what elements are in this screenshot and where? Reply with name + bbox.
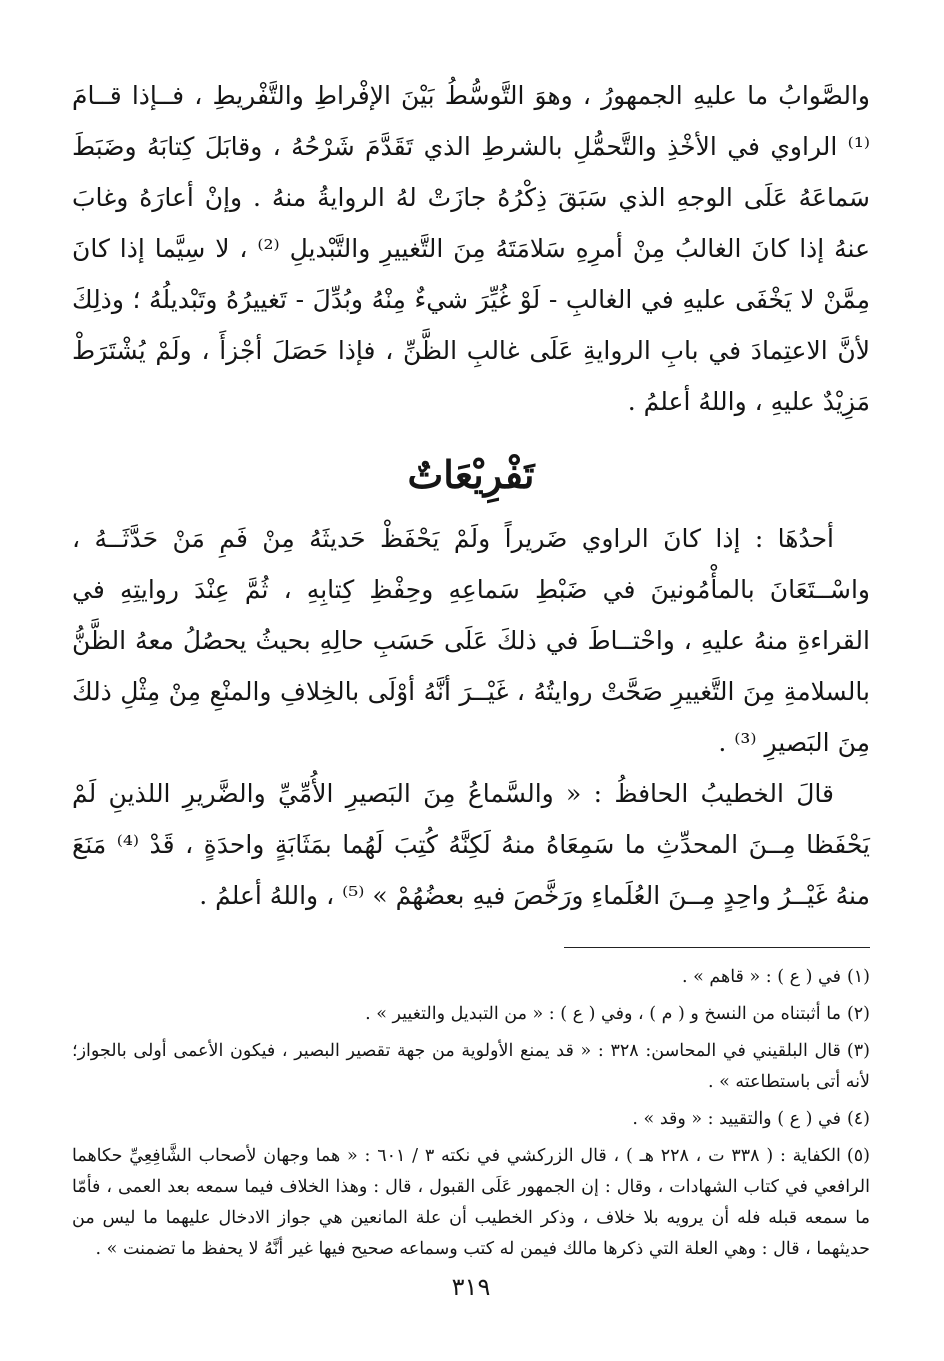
footnote-text: الكفاية : ( ٣٣٨ ت ، ٢٢٨ هـ ) ، قال الزركشي في نكته ٣ / ٦٠١ : « هما وجهان لأصحاب الشَّافِعِيِّ حكاهما الرافعي في كتاب الشهادات ، وقال : إن الجمهور عَلَى القبول ، قال : وهذا الخلاف فيما سمعه بعد العمى ، فأمّا ما سمعه قبله فله أن يرويه بلا خلاف ، وذكر الخطيب أن علة المانعين هي جواز الادخال عليهما ما ليس من حديثهما ، قال : وهي العلة التي ذكرها مالك فيمن له كتب وسماعه صحيح فيها غير أنَّهُ لا يحفظ ما تضمنت » . xyxy=(72,1146,870,1259)
footnote-3 xyxy=(72,1036,870,1098)
paragraph-khatib-quote: قالَ الخطيبُ الحافظُ : « والسَّماعُ مِنَ البَصيرِ الأُمِّيِّ والضَّريرِ اللذينِ لَمْ يَحْفَظا مِــنَ المحدِّثِ ما سَمِعَاهُ منهُ لَكِنَّهُ كُتِبَ لَهُما بمَثَابَةٍ واحدَةٍ ، قَدْ ⁽⁴⁾ مَنَعَ منهُ غَيْــرُ واحِدٍ مِــنَ العُلَماءِ ورَخَّصَ فيهِ بعضُهُمْ » ⁽⁵⁾ ، واللهُ أعلمُ . xyxy=(72,779,870,910)
footnote-number: (٢) xyxy=(846,1004,870,1024)
paragraph-blind-narrator: أحدُهَا : إذا كانَ الراوي ضَريراً ولَمْ يَحْفَظْ حَديثَهُ مِنْ فَمِ مَنْ حَدَّثَــهُ ، واسْــتَعَانَ بالمأْمُونينَ في ضَبْطِ سَماعِهِ وحِفْظِ كِتابِهِ ، ثُمَّ عِنْدَ روايتِهِ في القراءةِ منهُ عليهِ ، واحْتــاطَ في ذلكَ عَلَى حَسَبِ حالِهِ بحيثُ يحصُلُ معهُ الظَّنُّ بالسلامةِ مِنَ التَّغييرِ صَحَّتْ روايتُهُ ، غَيْــرَ أنَّهُ أوْلَى بالخِلافِ والمنْعِ مِنْ مِثْلِ ذلكَ مِنَ البَصيرِ ⁽³⁾ . xyxy=(72,524,870,757)
book-page xyxy=(72,70,870,1340)
footnote-text: في ( ع ) : « قاهم » . xyxy=(681,967,841,987)
footnote-1 xyxy=(72,962,870,993)
footnote-separator xyxy=(564,947,870,948)
footnote-number: (١) xyxy=(846,967,870,987)
footnotes-list xyxy=(72,962,870,1265)
footnote-text: ما أثبتناه من النسخ و ( م ) ، وفي ( ع ) : « من التبديل والتغيير » . xyxy=(365,1004,841,1024)
footnote-number: (٣) xyxy=(846,1041,870,1061)
page-number: ٣١٩ xyxy=(451,1273,491,1301)
footnote-2 xyxy=(72,999,870,1030)
footnote-number: (٥) xyxy=(846,1146,870,1166)
footnote-4 xyxy=(72,1104,870,1135)
section-title-branches: تَفْرِيْعَاتٌ xyxy=(407,452,535,497)
footnote-number: (٤) xyxy=(846,1109,870,1129)
footnote-5 xyxy=(72,1141,870,1265)
footnote-text: في ( ع ) والتقييد : « وقد » . xyxy=(632,1109,841,1129)
paragraph-correct-opinion: والصَّوابُ ما عليهِ الجمهورُ ، وهوَ التَّوسُّطُ بَيْنَ الإفْراطِ والتَّفْريطِ ، فــإذا قــامَ ⁽¹⁾ الراوي في الأخْذِ والتَّحمُّلِ بالشرطِ الذي تَقَدَّمَ شَرْحُهُ ، وقابَلَ كِتابَهُ وضَبَطَ سَماعَهُ عَلَى الوجهِ الذي سَبَقَ ذِكْرُهُ جازَتْ لهُ الروايةُ منهُ . وإنْ أعارَهُ وغابَ عنهُ إذا كانَ الغالبُ مِنْ أمرِهِ سَلامَتَهُ مِنَ التَّغييرِ والتَّبْديلِ ⁽²⁾ ، لا سِيَّما إذا كانَ مِمَّنْ لا يَخْفَى عليهِ في الغالبِ - لَوْ غُيِّرَ شيءٌ مِنْهُ وبُدِّلَ - تَغييرُهُ وتَبْديلُهُ ؛ وذلِكَ لأنَّ الاعتِمادَ في بابِ الروايةِ عَلَى غالبِ الظَّنِّ ، فإذا حَصَلَ أجْزأَ ، ولَمْ يُشْتَرَطْ مَزِيْدٌ عليهِ ، واللهُ أعلمُ . xyxy=(72,81,870,416)
footnote-text: قال البلقيني في المحاسن: ٣٢٨ : « قد يمنع الأولوية من جهة تقصير البصير ، فيكون الأعمى أولى بالجواز؛ لأنه أتى باستطاعته » . xyxy=(72,1041,870,1092)
